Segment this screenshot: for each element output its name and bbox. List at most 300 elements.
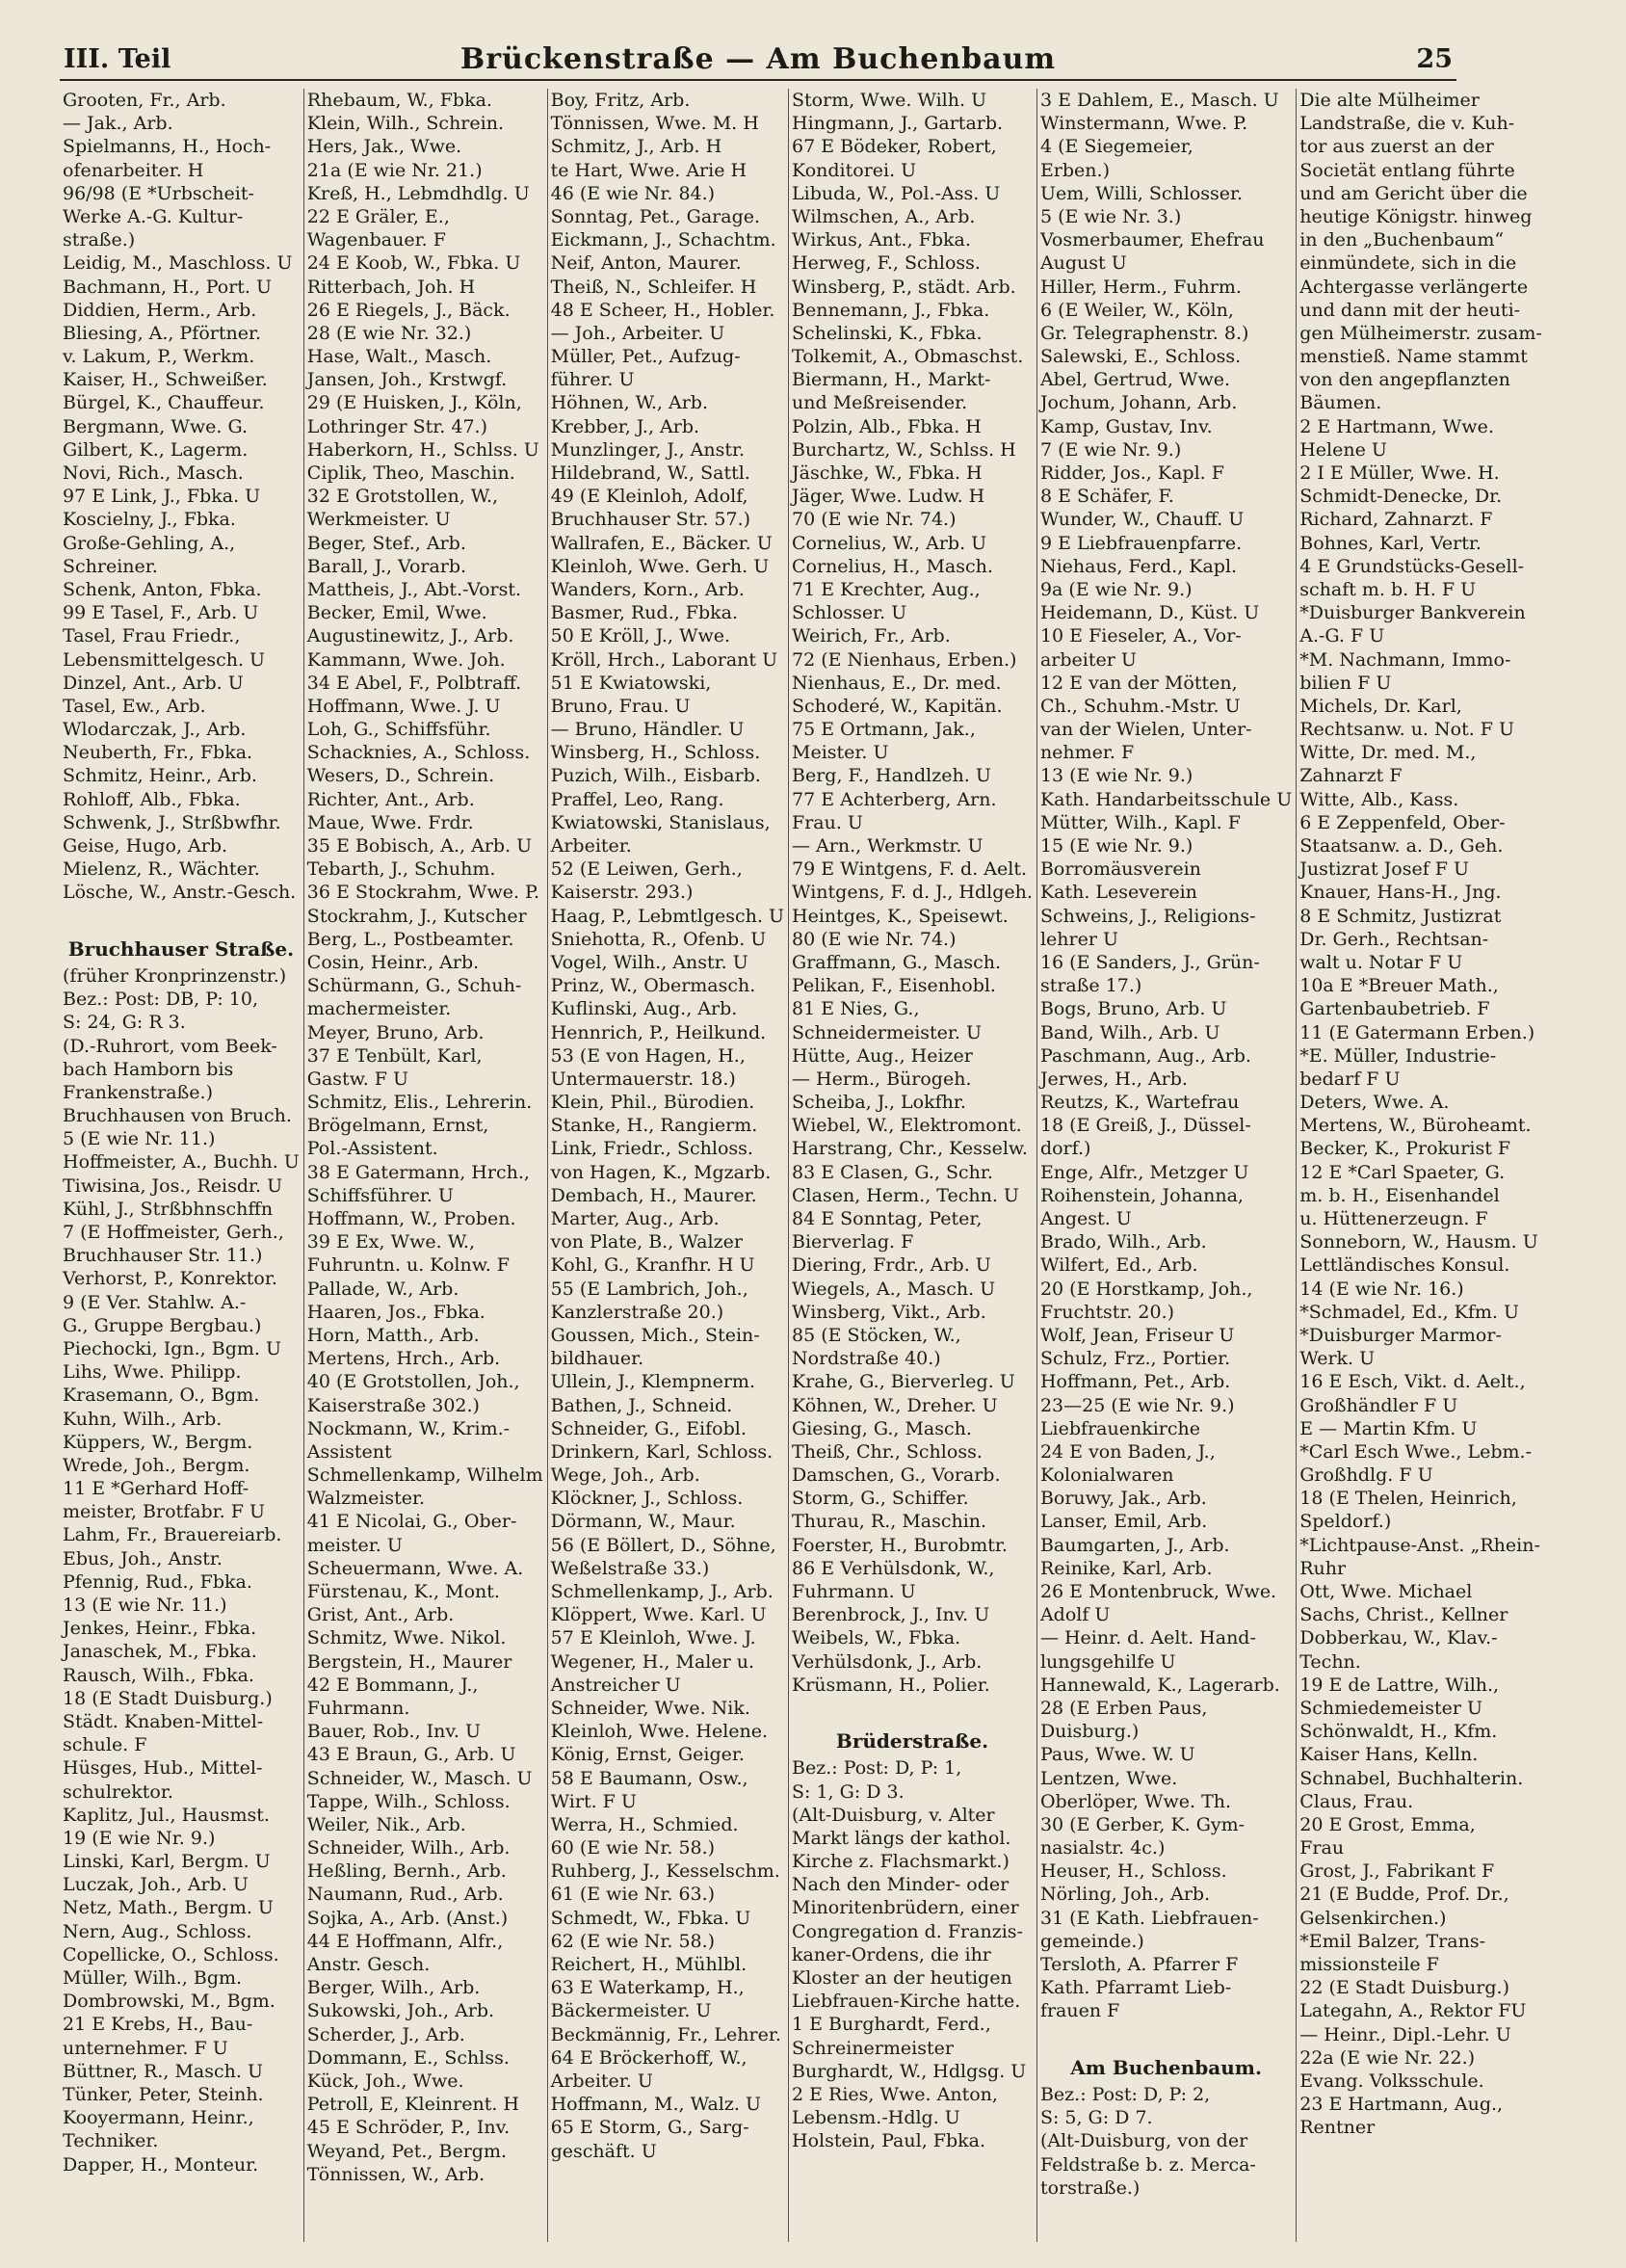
directory-entry: 83 E Clasen, G., Schr. — [792, 1161, 993, 1183]
directory-entry: *Duisburger Bankverein — [1299, 602, 1526, 624]
directory-entry: Nern, Aug., Schloss. — [63, 1920, 252, 1942]
directory-entry: Kuflinski, Aug., Arb. — [550, 998, 738, 1020]
directory-entry: Lösche, W., Anstr.-Gesch. — [63, 882, 297, 904]
directory-entry: Witte, Alb., Kass. — [1299, 788, 1459, 810]
directory-entry: Abel, Gertrud, Wwe. — [1039, 369, 1230, 391]
directory-entry: Loh, G., Schiffsführ. — [306, 719, 491, 741]
directory-entry: 65 E Storm, G., Sarg- — [550, 2117, 749, 2139]
directory-entry: 13 (E wie Nr. 9.) — [1039, 765, 1193, 787]
directory-entry: Große-Gehling, A., — [63, 532, 236, 554]
directory-entry: Kohl, G., Kranfhr. H U — [550, 1254, 755, 1277]
directory-entry: 7 (E wie Nr. 9.) — [1039, 438, 1182, 461]
street-heading: Brüderstraße. — [835, 1729, 989, 1754]
directory-entry: Roihenstein, Johanna, — [1039, 1184, 1244, 1206]
directory-entry: Schiffsführer. U — [306, 1184, 454, 1206]
directory-entry: Storm, G., Schiffer. — [792, 1488, 969, 1510]
directory-entry: Kleinloh, Wwe. Helene. — [550, 1721, 769, 1743]
directory-entry: Mertens, Hrch., Arb. — [306, 1348, 501, 1370]
directory-entry: Kaiser Hans, Kelln. — [1299, 1744, 1479, 1766]
directory-entry: Kaplitz, Jul., Hausmst. — [63, 1804, 270, 1826]
directory-entry: Nienhaus, E., Dr. med. — [792, 672, 1002, 694]
directory-entry: Luczak, Joh., Arb. U — [63, 1874, 249, 1896]
directory-entry: Schneider, Wwe. Nik. — [550, 1697, 750, 1719]
directory-entry: Mattheis, J., Abt.-Vorst. — [306, 578, 522, 600]
directory-entry: Biermann, H., Markt- — [792, 369, 991, 391]
directory-entry: 97 E Link, J., Fbka. U — [63, 486, 261, 508]
directory-entry: Schneider, W., Masch. U — [306, 1767, 533, 1789]
directory-entry: 40 (E Grotstollen, Joh., — [306, 1371, 520, 1393]
directory-entry: Ruhr — [1299, 1557, 1347, 1579]
directory-entry: — Heinr., Dipl.-Lehr. U — [1299, 2023, 1511, 2045]
directory-entry: *Lichtpause-Anst. „Rhein- — [1299, 1534, 1540, 1556]
directory-entry: Köhnen, W., Dreher. U — [792, 1394, 998, 1416]
directory-entry: Hase, Walt., Masch. — [306, 346, 492, 368]
directory-entry: Scherder, J., Arb. — [306, 2023, 465, 2045]
directory-entry: — Jak., Arb. — [63, 113, 173, 135]
directory-entry: Tebarth, J., Schuhm. — [306, 858, 496, 881]
directory-entry: Ebus, Joh., Anstr. — [63, 1547, 223, 1569]
directory-entry: Haberkorn, H., Schlss. U — [306, 438, 539, 461]
column-2 — [304, 89, 548, 2242]
page-title: Brückenstraße — Am Buchenbaum — [459, 42, 1057, 76]
directory-entry: Basmer, Rud., Fbka. — [550, 602, 739, 624]
directory-entry: Städt. Knaben-Mittel- — [63, 1710, 264, 1732]
directory-entry: Verhülsdonk, J., Arb. — [792, 1650, 983, 1673]
directory-entry: Deters, Wwe. A. — [1299, 1092, 1450, 1114]
directory-entry: Congregation d. Franzis- — [792, 1920, 1023, 1942]
directory-entry: Ridder, Jos., Kapl. F — [1039, 462, 1224, 484]
directory-entry: 18 (E Thelen, Heinrich, — [1299, 1488, 1517, 1510]
directory-entry: 99 E Tasel, F., Arb. U — [63, 602, 259, 624]
directory-entry: Zahnarzt F — [1299, 765, 1403, 787]
directory-entry: 58 E Baumann, Osw., — [550, 1767, 748, 1789]
directory-entry: Tönnissen, Wwe. M. H — [550, 113, 759, 135]
directory-entry: Kaiserstraße 302.) — [306, 1394, 480, 1416]
directory-entry: Schmedt, W., Fbka. U — [550, 1907, 751, 1929]
directory-entry: Büttner, R., Masch. U — [63, 2060, 263, 2082]
directory-entry: Cornelius, W., Arb. U — [792, 532, 987, 554]
directory-entry: Herweg, F., Schloss. — [792, 252, 981, 275]
directory-entry: 57 E Kleinloh, Wwe. J. — [550, 1627, 756, 1649]
directory-entry: 67 E Bödeker, Robert, — [792, 136, 997, 158]
directory-entry: 9 (E Ver. Stahlw. A.- — [63, 1291, 247, 1313]
directory-entry: Borromäusverein — [1039, 858, 1201, 881]
directory-entry: Eickmann, J., Schachtm. — [550, 229, 776, 251]
directory-entry: 10a E *Breuer Math., — [1299, 975, 1499, 997]
directory-entry: Claus, Frau. — [1299, 1790, 1414, 1812]
directory-entry: 71 E Krechter, Aug., — [792, 578, 981, 600]
directory-entry: Hütte, Aug., Heizer — [792, 1044, 973, 1067]
directory-entry: Wesers, D., Schrein. — [306, 765, 495, 787]
directory-entry: Schmidt-Denecke, Dr. — [1299, 486, 1503, 508]
directory-entry: bilien F U — [1299, 672, 1392, 694]
directory-entry: 62 (E wie Nr. 58.) — [550, 1930, 716, 1952]
directory-entry: schule. F — [63, 1734, 147, 1756]
directory-entry: 28 (E wie Nr. 32.) — [306, 322, 472, 344]
directory-entry: Schreiner. — [63, 555, 158, 577]
directory-entry: August U — [1039, 252, 1127, 275]
directory-entry: Werkmeister. U — [306, 509, 451, 531]
directory-entry: 77 E Achterberg, Arn. — [792, 788, 997, 810]
directory-entry: Klöppert, Wwe. Karl. U — [550, 1604, 767, 1626]
directory-entry: Neif, Anton, Maurer. — [550, 252, 742, 275]
directory-entry: 10 E Fieseler, A., Vor- — [1039, 625, 1242, 647]
directory-entry: Scheuermann, Wwe. A. — [306, 1557, 524, 1579]
directory-entry: geschäft. U — [550, 2140, 657, 2162]
directory-entry: Krahe, G., Bierverleg. U — [792, 1371, 1015, 1393]
directory-entry: Storm, Wwe. Wilh. U — [792, 90, 987, 111]
directory-entry: Krüsmann, H., Polier. — [792, 1674, 990, 1696]
directory-entry: führer. U — [550, 369, 635, 391]
directory-entry: 42 E Bommann, J., — [306, 1674, 479, 1696]
directory-entry: 24 E Koob, W., Fbka. U — [306, 252, 521, 275]
directory-entry: Hüsges, Hub., Mittel- — [63, 1757, 263, 1780]
directory-entry: Neuberth, Fr., Fbka. — [63, 742, 253, 764]
directory-entry: Verhorst, P., Konrektor. — [63, 1268, 277, 1290]
directory-entry: Horn, Matth., Arb. — [306, 1324, 480, 1346]
directory-entry: Krebber, J., Arb. — [550, 415, 700, 437]
directory-entry: Ruhberg, J., Kesselschm. — [550, 1860, 780, 1883]
directory-entry: Lebensm.-Hdlg. U — [792, 2107, 960, 2129]
directory-entry: Grooten, Fr., Arb. — [63, 90, 226, 111]
directory-entry: Wlodarczak, J., Arb. — [63, 719, 247, 741]
directory-entry: Bürgel, K., Chauffeur. — [63, 392, 265, 414]
directory-entry: Tasel, Ew., Arb. — [63, 695, 206, 717]
directory-entry: Haag, P., Lebmtlgesch. U — [550, 905, 785, 927]
directory-entry: Paus, Wwe. W. U — [1039, 1744, 1195, 1766]
directory-entry: Schmellenkamp, J., Arb. — [550, 1581, 774, 1602]
directory-entry: 37 E Tenbült, Karl, — [306, 1044, 483, 1067]
page-header — [60, 40, 1456, 81]
directory-entry: Janaschek, M., Fbka. — [63, 1641, 257, 1663]
directory-entry: Bogs, Bruno, Arb. U — [1039, 998, 1227, 1020]
directory-entry: Adolf U — [1039, 1604, 1111, 1626]
directory-entry: frauen F — [1039, 2000, 1120, 2022]
directory-entry: Damschen, G., Vorarb. — [792, 1464, 1001, 1487]
directory-entry: Cosin, Heinr., Arb. — [306, 951, 480, 973]
directory-entry: Hildebrand, W., Sattl. — [550, 462, 750, 484]
directory-entry: Bohnes, Karl, Vertr. — [1299, 532, 1482, 554]
directory-entry: Kück, Joh., Wwe. — [306, 2070, 464, 2092]
directory-entry: Rhebaum, W., Fbka. — [306, 90, 492, 111]
directory-entry: Dapper, H., Monteur. — [63, 2153, 259, 2176]
directory-entry: Wirt. F U — [550, 1790, 637, 1812]
directory-entry: Dobberkau, W., Klav.- — [1299, 1627, 1498, 1649]
directory-entry: 50 E Kröll, J., Wwe. — [550, 625, 731, 647]
directory-entry: Heßling, Bernh., Arb. — [306, 1860, 507, 1883]
directory-entry: Minoritenbrüdern, einer — [792, 1897, 1019, 1919]
directory-entry: Jochum, Johann, Arb. — [1039, 392, 1238, 414]
directory-entry: 29 (E Huisken, J., Köln, — [306, 392, 522, 414]
directory-entry: Wilfert, Ed., Arb. — [1039, 1254, 1198, 1277]
directory-entry: Schneidermeister. U — [792, 1021, 983, 1043]
directory-entry: Werk. U — [1299, 1348, 1376, 1370]
directory-entry: Koscielny, J., Fbka. — [63, 509, 236, 531]
directory-entry: *Duisburger Marmor- — [1299, 1324, 1502, 1346]
directory-entry: Scheiba, J., Lokfhr. — [792, 1092, 966, 1114]
directory-entry: Bäckermeister. U — [550, 2000, 712, 2022]
directory-entry: torstraße.) — [1039, 2176, 1141, 2199]
directory-entry: Schmitz, J., Arb. H — [550, 136, 722, 158]
directory-entry: Lentzen, Wwe. — [1039, 1767, 1178, 1789]
directory-entry: Achtergasse verlängerte — [1299, 276, 1529, 298]
directory-entry: Bruno, Frau. U — [550, 695, 691, 717]
column-3 — [548, 89, 789, 2242]
directory-entry: 26 E Montenbruck, Wwe. — [1039, 1581, 1277, 1602]
directory-entry: Techniker. — [63, 2130, 159, 2152]
directory-entry: Walzmeister. — [306, 1488, 426, 1510]
directory-entry: Winstermann, Wwe. P. — [1039, 113, 1248, 135]
directory-entry: Großhdlg. F U — [1299, 1464, 1433, 1487]
directory-entry: 20 E Grost, Emma, — [1299, 1813, 1476, 1835]
directory-entry: Schmellenkamp, Wilhelm — [306, 1464, 543, 1487]
directory-entry: 19 E de Lattre, Wilh., — [1299, 1674, 1500, 1696]
page-number: 25 — [1416, 44, 1453, 74]
directory-entry: Brögelmann, Ernst, — [306, 1115, 489, 1137]
directory-entry: Uem, Willi, Schlosser. — [1039, 182, 1244, 204]
directory-entry: Tersloth, A. Pfarrer F — [1039, 1954, 1239, 1975]
directory-entry: Heuser, H., Schloss. — [1039, 1860, 1227, 1883]
directory-entry: Frankenstraße.) — [63, 1081, 214, 1103]
directory-entry: 7 (E Hoffmeister, Gerh., — [63, 1222, 284, 1243]
directory-entry: 41 E Nicolai, G., Ober- — [306, 1511, 517, 1533]
directory-entry: 44 E Hoffmann, Alfr., — [306, 1930, 504, 1952]
directory-entry: v. Lakum, P., Werkm. — [63, 346, 255, 368]
directory-entry: 21a (E wie Nr. 21.) — [306, 159, 483, 181]
directory-entry: Hers, Jak., Wwe. — [306, 136, 462, 158]
directory-entry: 3 E Dahlem, E., Masch. U — [1039, 90, 1279, 111]
directory-entry: *Emil Balzer, Trans- — [1299, 1930, 1485, 1952]
directory-entry: Hoffmann, W., Proben. — [306, 1208, 516, 1229]
directory-entry: Lothringer Str. 47.) — [306, 415, 488, 437]
directory-entry: 4 E Grundstücks-Gesell- — [1299, 555, 1525, 577]
directory-entry: Winsberg, Vikt., Arb. — [792, 1301, 986, 1323]
directory-entry: Michels, Dr. Karl, — [1299, 695, 1462, 717]
directory-entry: Nörling, Joh., Arb. — [1039, 1884, 1211, 1906]
directory-entry: Mertens, W., Büroheamt. — [1299, 1115, 1532, 1137]
column-1 — [60, 89, 304, 2242]
directory-entry: van der Wielen, Unter- — [1039, 719, 1252, 741]
directory-entry: S: 5, G: D 7. — [1039, 2107, 1153, 2129]
directory-entry: Landstraße, die v. Kuh- — [1299, 113, 1515, 135]
directory-entry: (D.-Ruhrort, vom Beek- — [63, 1035, 277, 1057]
directory-entry: Hoffmann, M., Walz. U — [550, 2094, 761, 2116]
directory-entry: Praffel, Leo, Rang. — [550, 788, 724, 810]
directory-entry: Heintges, K., Speisewt. — [792, 905, 1009, 927]
directory-entry: schulrektor. — [63, 1780, 173, 1803]
directory-entry: Theiß, Chr., Schloss. — [792, 1440, 983, 1463]
directory-entry: 43 E Braun, G., Arb. U — [306, 1744, 516, 1766]
directory-entry: Küppers, W., Bergm. — [63, 1431, 253, 1453]
directory-entry: A.-G. F U — [1299, 625, 1385, 647]
directory-entry: Holstein, Paul, Fbka. — [792, 2130, 985, 2152]
directory-entry: Band, Wilh., Arb. U — [1039, 1021, 1220, 1043]
directory-entry: Burghardt, W., Hdlgsg. U — [792, 2060, 1027, 2082]
directory-entry: 45 E Schröder, P., Inv. — [306, 2117, 511, 2139]
directory-entry: Feldstraße b. z. Merca- — [1039, 2153, 1256, 2176]
directory-entry: Stanke, H., Rangierm. — [550, 1115, 758, 1137]
directory-entry: Boy, Fritz, Arb. — [550, 90, 691, 111]
directory-entry: Dembach, H., Maurer. — [550, 1184, 757, 1206]
directory-entry: Schenk, Anton, Fbka. — [63, 578, 262, 600]
directory-entry: 46 (E wie Nr. 84.) — [550, 182, 716, 204]
directory-entry: Schönwaldt, H., Kfm. — [1299, 1721, 1498, 1743]
directory-entry: menstieß. Name stammt — [1299, 346, 1528, 368]
directory-entry: Weyand, Pet., Bergm. — [306, 2140, 507, 2162]
directory-entry: *M. Nachmann, Immo- — [1299, 648, 1511, 671]
directory-entry: Anstreicher U — [550, 1674, 681, 1696]
directory-entry: machermeister. — [306, 998, 452, 1020]
directory-entry: Müller, Pet., Aufzug- — [550, 346, 741, 368]
directory-entry: Schneider, Wilh., Arb. — [306, 1837, 511, 1859]
directory-entry: Lategahn, A., Rektor FU — [1299, 2000, 1527, 2022]
directory-entry: 12 E van der Mötten, — [1039, 672, 1238, 694]
directory-entry: G., Gruppe Bergbau.) — [63, 1314, 262, 1336]
directory-entry: Reichert, H., Mühlbl. — [550, 1954, 747, 1975]
directory-entry: 36 E Stockrahm, Wwe. P. — [306, 882, 539, 904]
directory-entry: Nordstraße 40.) — [792, 1348, 941, 1370]
street-heading: Am Buchenbaum. — [1070, 2055, 1262, 2079]
directory-entry: 18 (E Stadt Duisburg.) — [63, 1687, 273, 1709]
directory-entry: Liebfrauen-Kirche hatte. — [792, 1991, 1021, 2013]
directory-entry: 16 (E Sanders, J., Grün- — [1039, 951, 1260, 973]
directory-entry: Jerwes, H., Arb. — [1039, 1068, 1188, 1090]
directory-entry: 80 (E wie Nr. 74.) — [792, 928, 957, 950]
directory-entry: Pol.-Assistent. — [306, 1138, 438, 1160]
directory-entry: Schacknies, A., Schloss. — [306, 742, 531, 764]
directory-entry: Tappe, Wilh., Schloss. — [306, 1790, 511, 1812]
directory-entry: Gelsenkirchen.) — [1299, 1907, 1447, 1929]
directory-entry: Weßelstraße 33.) — [550, 1557, 710, 1579]
directory-entry: Frau — [1299, 1837, 1345, 1859]
directory-entry: 23—25 (E wie Nr. 9.) — [1039, 1394, 1235, 1416]
directory-entry: Oberlöper, Wwe. Th. — [1039, 1790, 1232, 1812]
directory-entry: Berg, L., Postbeamter. — [306, 928, 514, 950]
directory-entry: 32 E Grotstollen, W., — [306, 486, 499, 508]
directory-entry: Mielenz, R., Wächter. — [63, 858, 260, 881]
directory-entry: Societät entlang führte — [1299, 159, 1515, 181]
directory-entry: Staatsanw. a. D., Geh. — [1299, 835, 1504, 857]
directory-entry: Wiebel, W., Elektromont. — [792, 1115, 1022, 1137]
directory-entry: 28 (E Erben Paus, — [1039, 1697, 1208, 1719]
directory-entry: Bruchhausen von Bruch. — [63, 1105, 292, 1127]
directory-entry: Angest. U — [1039, 1208, 1132, 1229]
directory-entry: — Joh., Arbeiter. U — [550, 322, 725, 344]
directory-entry: Heidemann, D., Küst. U — [1039, 602, 1260, 624]
directory-entry: König, Ernst, Geiger. — [550, 1744, 745, 1766]
directory-entry: Clasen, Herm., Techn. U — [792, 1184, 1019, 1206]
directory-entry: 53 (E von Hagen, H., — [550, 1044, 746, 1067]
directory-entry: missionsteile F — [1299, 1954, 1439, 1975]
directory-entry: Bauer, Rob., Inv. U — [306, 1721, 481, 1743]
directory-entry: Kanzlerstraße 20.) — [550, 1301, 724, 1323]
directory-entry: von Plate, B., Walzer — [550, 1231, 743, 1253]
directory-entry: Dörmann, W., Maur. — [550, 1511, 736, 1533]
directory-entry: Rechtsanw. u. Not. F U — [1299, 719, 1515, 741]
directory-entry: Hoffmann, Pet., Arb. — [1039, 1371, 1231, 1393]
directory-entry: 52 (E Leiwen, Gerh., — [550, 858, 743, 881]
directory-entry: 2 E Ries, Wwe. Anton, — [792, 2083, 998, 2105]
directory-entry: 2 I E Müller, Wwe. H. — [1299, 462, 1500, 484]
directory-entry: 31 (E Kath. Liebfrauen- — [1039, 1907, 1259, 1929]
directory-entry: Gartenbaubetrieb. F — [1299, 998, 1490, 1020]
directory-entry: Schoderé, W., Kapitän. — [792, 695, 1003, 717]
directory-entry: Boruwy, Jak., Arb. — [1039, 1488, 1207, 1510]
directory-entry: 14 (E wie Nr. 16.) — [1299, 1278, 1464, 1300]
directory-entry: Reutzs, K., Wartefrau — [1039, 1092, 1240, 1114]
directory-entry: tor aus zuerst an der — [1299, 136, 1494, 158]
directory-entry: Winsberg, H., Schloss. — [550, 742, 761, 764]
directory-entry: Schürmann, G., Schuh- — [306, 975, 522, 997]
directory-entry: 79 E Wintgens, F. d. Aelt. — [792, 858, 1028, 881]
directory-entry: u. Hüttenerzeugn. F — [1299, 1208, 1488, 1229]
directory-entry: Rohloff, Alb., Fbka. — [63, 788, 241, 810]
directory-entry — [1040, 2023, 1292, 2046]
directory-entry: Schmitz, Wwe. Nikol. — [306, 1627, 507, 1649]
directory-entry: Nockmann, W., Krim.- — [306, 1417, 511, 1439]
directory-entry: Jäger, Wwe. Ludw. H — [792, 486, 985, 508]
directory-entry: kaner-Ordens, die ihr — [792, 1943, 991, 1965]
directory-entry: 81 E Nies, G., — [792, 998, 920, 1020]
directory-entry: (Alt-Duisburg, von der — [1039, 2130, 1248, 2152]
directory-entry: Cornelius, H., Masch. — [792, 555, 993, 577]
directory-entry: Bruchhauser Str. 57.) — [550, 509, 751, 531]
directory-entry: Kloster an der heutigen — [792, 1967, 1012, 1989]
directory-entry: lehrer U — [1039, 928, 1118, 950]
directory-entry: Witte, Dr. med. M., — [1299, 742, 1477, 764]
directory-entry: — Arn., Werkmstr. U — [792, 835, 983, 857]
directory-entry: Maue, Wwe. Frdr. — [306, 811, 474, 833]
directory-entry: Kaiser, H., Schweißer. — [63, 369, 268, 391]
directory-entry: Schreinermeister — [792, 2037, 954, 2059]
directory-entry: Arbeiter. U — [550, 2070, 653, 2092]
directory-entry: 8 E Schäfer, F. — [1039, 486, 1174, 508]
directory-entry: Markt längs der kathol. — [792, 1827, 1011, 1849]
directory-entry: Jansen, Joh., Krstwgf. — [306, 369, 508, 391]
directory-entry: 9 E Liebfrauenpfarre. — [1039, 532, 1243, 554]
directory-entry: Marter, Aug., Arb. — [550, 1208, 720, 1229]
column-4 — [789, 89, 1037, 2242]
directory-entry: Mütter, Wilh., Kapl. F — [1039, 811, 1241, 833]
directory-entry: unternehmer. F U — [63, 2037, 228, 2059]
directory-entry: Berger, Wilh., Arb. — [306, 1977, 481, 1999]
directory-entry: Kwiatowski, Stanislaus, — [550, 811, 771, 833]
directory-entry: 86 E Verhülsdonk, W., — [792, 1557, 995, 1579]
directory-entry: von den angepflanzten — [1299, 369, 1510, 391]
directory-entry: Kreß, H., Lebmdhdlg. U — [306, 182, 530, 204]
directory-entry: Kath. Leseverein — [1039, 882, 1197, 904]
directory-entry: 13 (E wie Nr. 11.) — [63, 1595, 227, 1616]
directory-entry: Sniehotta, R., Ofenb. U — [550, 928, 767, 950]
directory-entry: 5 (E wie Nr. 11.) — [63, 1128, 216, 1150]
directory-entry: 55 (E Lambrich, Joh., — [550, 1278, 748, 1300]
directory-entry: E — Martin Kfm. U — [1299, 1417, 1478, 1439]
directory-entry: heutige Königstr. hinweg — [1299, 205, 1533, 227]
directory-entry: Pfennig, Rud., Fbka. — [63, 1570, 252, 1593]
directory-entry: nasialstr. 4c.) — [1039, 1837, 1166, 1859]
directory-entry: Duisburg.) — [1039, 1721, 1140, 1743]
directory-entry: 22 (E Stadt Duisburg.) — [1299, 1977, 1509, 1999]
directory-entry: 26 E Riegels, J., Bäck. — [306, 299, 511, 321]
directory-entry: 38 E Gatermann, Hrch., — [306, 1161, 530, 1183]
directory-entry: 1 E Burghardt, Ferd., — [792, 2014, 991, 2036]
directory-entry: Schmiedemeister U — [1299, 1697, 1482, 1719]
directory-entry: Wolf, Jean, Friseur U — [1039, 1324, 1235, 1346]
directory-entry: Schweins, J., Religions- — [1039, 905, 1256, 927]
directory-entry: Kühl, J., Strßbhnschffn — [63, 1198, 274, 1220]
directory-entry: Nach den Minder- oder — [792, 1874, 1010, 1896]
directory-entry: Dombrowski, M., Bgm. — [63, 1991, 275, 2013]
